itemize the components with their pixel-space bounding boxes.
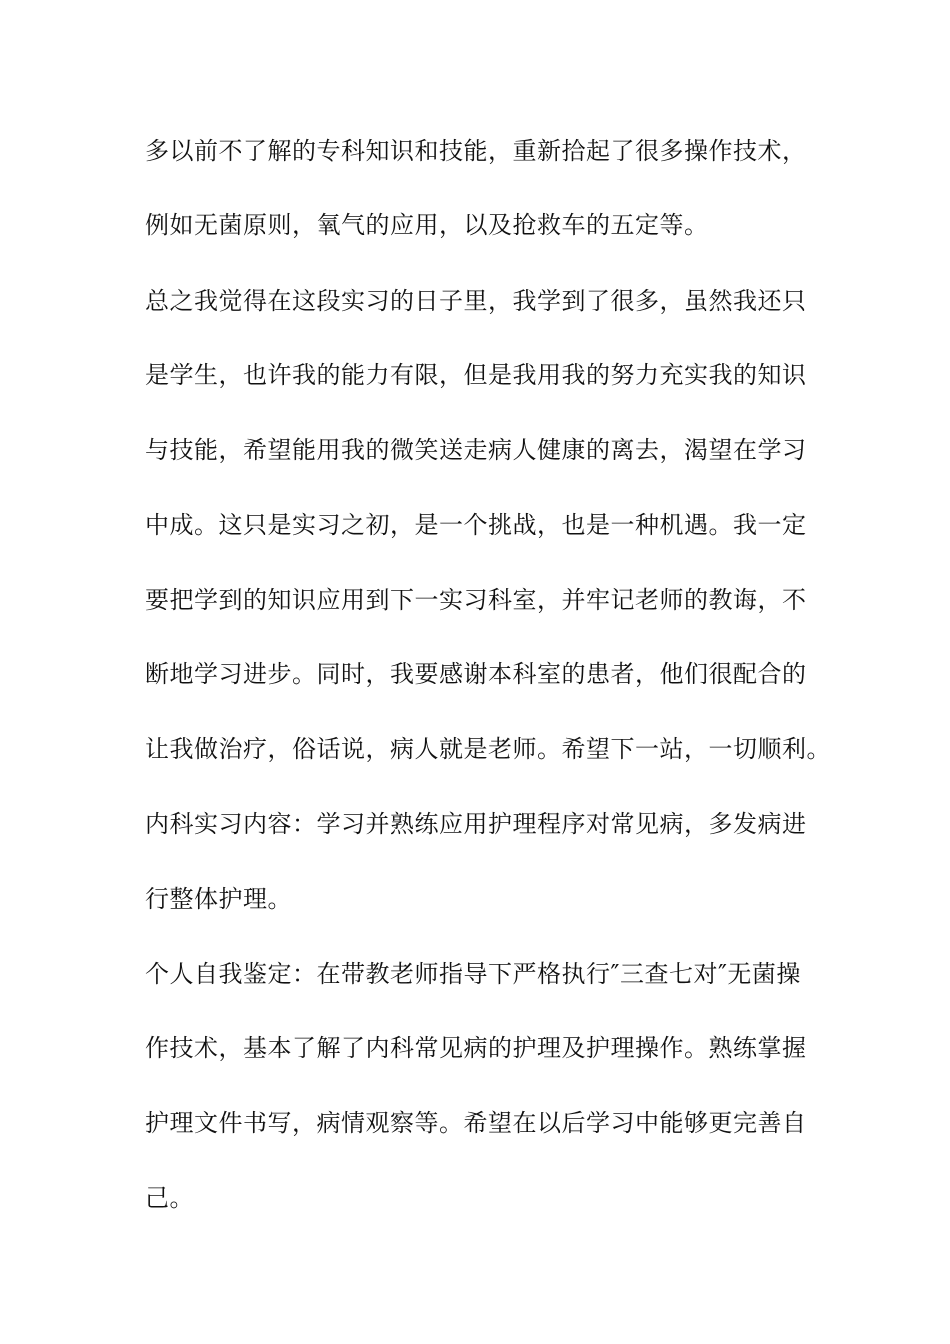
text-line: 护理文件书写，病情观察等。希望在以后学习中能够更完善自 (145, 1109, 807, 1137)
text-line: 要把学到的知识应用到下一实习科室，并牢记老师的教诲，不 (145, 586, 807, 614)
text-line: 让我做治疗，俗话说，病人就是老师。希望下一站，一切顺利。 (145, 735, 831, 763)
text-line: 是学生，也许我的能力有限，但是我用我的努力充实我的知识 (145, 361, 807, 389)
text-line: 己。 (145, 1184, 194, 1212)
text-line: 与技能，希望能用我的微笑送走病人健康的离去，渴望在学习 (145, 436, 807, 464)
text-line: 总之我觉得在这段实习的日子里，我学到了很多，虽然我还只 (145, 287, 807, 315)
text-line: 个人自我鉴定：在带教老师指导下严格执行″三查七对″无菌操 (145, 960, 801, 988)
text-line: 作技术，基本了解了内科常见病的护理及护理操作。熟练掌握 (145, 1034, 807, 1062)
text-line: 中成。这只是实习之初，是一个挑战，也是一种机遇。我一定 (145, 511, 807, 539)
text-line: 例如无菌原则，氧气的应用，以及抢救车的五定等。 (145, 211, 709, 239)
text-line: 内科实习内容：学习并熟练应用护理程序对常见病，多发病进 (145, 810, 807, 838)
text-line: 断地学习进步。同时，我要感谢本科室的患者，他们很配合的 (145, 660, 807, 688)
text-line: 行整体护理。 (145, 885, 292, 913)
text-line: 多以前不了解的专科知识和技能，重新拾起了很多操作技术， (145, 137, 807, 165)
